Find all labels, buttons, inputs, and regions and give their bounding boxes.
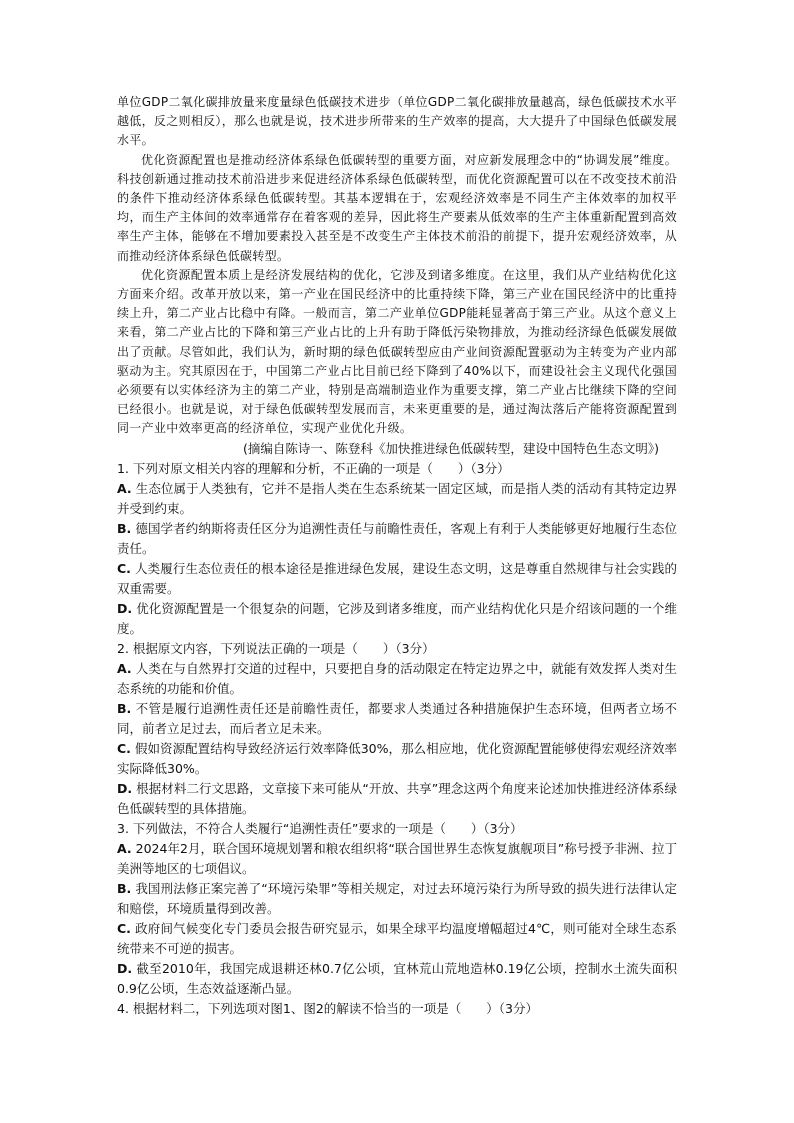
option-b[interactable]	[117, 879, 677, 919]
option-label: B.	[117, 700, 132, 716]
option-text: 人类在与自然界打交道的过程中，只要把自身的活动限定在特定边界之中，就能有效发挥人类对生态系统的功能和价值。	[117, 660, 677, 696]
option-label: C.	[117, 920, 131, 936]
option-text: 生态位属于人类独有，它并不是指人类在生态系统某一固定区域，而是指人类的活动有其特定边界并受到约束。	[117, 480, 677, 516]
option-text: 假如资源配置结构导致经济运行效率降低30%，那么相应地，优化资源配置能够使得宏观经济效率实际降低30%。	[117, 740, 677, 776]
option-label: A.	[117, 480, 132, 496]
option-label: B.	[117, 880, 132, 896]
option-text: 截至2010年，我国完成退耕还林0.7亿公顷，宜林荒山荒地造林0.19亿公顷，控制水土流失面积0.9亿公顷，生态效益逐渐凸显。	[117, 960, 677, 996]
option-label: D.	[117, 780, 133, 796]
option-c[interactable]	[117, 559, 677, 599]
option-label: C.	[117, 560, 131, 576]
question-3	[117, 819, 677, 999]
passage-paragraph-1: 单位GDP二氧化碳排放量来度量绿色低碳技术进步（单位GDP二氧化碳排放量越高，绿色低碳技术水平越低，反之则相反），那么也就是说，技术进步所带来的生产效率的提高，大大提升了中国绿色低碳发展水平。	[117, 95, 677, 148]
option-label: A.	[117, 660, 132, 676]
option-label: A.	[117, 840, 132, 856]
option-a[interactable]	[117, 839, 677, 879]
option-label: C.	[117, 740, 131, 756]
option-text: 德国学者约纳斯将责任区分为追溯性责任与前瞻性责任，客观上有利于人类能够更好地履行生态位责任。	[117, 520, 677, 556]
option-text: 不管是履行追溯性责任还是前瞻性责任，都要求人类通过各种措施保护生态环境，但两者立场不同，前者立足过去，而后者立足未来。	[117, 700, 677, 736]
option-d[interactable]	[117, 959, 677, 999]
option-text: 我国刑法修正案完善了“环境污染罪”等相关规定，对过去环境污染行为所导致的损失进行法律认定和赔偿，环境质量得到改善。	[117, 880, 677, 916]
passage-paragraph-2: 优化资源配置也是推动经济体系绿色低碳转型的重要方面，对应新发展理念中的“协调发展”维度。科技创新通过推动技术前沿进步来促进经济体系绿色低碳转型，而优化资源配置可以在不改变技术前沿的条件下推动经济体系绿色低碳转型。其基本逻辑在于，宏观经济效率是不同生产主体效率的加权平均，而生产主体间的效率通常存在着客观的差异，因此将生产要素从低效率的生产主体重新配置到高效率生产主体，能够在不增加要素投入甚至是不改变生产主体技术前沿的前提下，提升宏观经济效率，从而推动经济体系绿色低碳转型。	[117, 152, 677, 263]
question-stem: 4. 根据材料二，下列选项对图1、图2的解读不恰当的一项是（ ）（3分）	[117, 1000, 539, 1016]
question-2	[117, 639, 677, 819]
question-stem: 1. 下列对原文相关内容的理解和分析，不正确的一项是（ ）（3分）	[117, 460, 510, 476]
option-text: 人类履行生态位责任的根本途径是推进绿色发展，建设生态文明，这是尊重自然规律与社会实践的双重需要。	[117, 560, 677, 596]
option-a[interactable]	[117, 479, 677, 519]
option-label: B.	[117, 520, 132, 536]
option-d[interactable]	[117, 599, 677, 639]
option-text: 优化资源配置是一个很复杂的问题，它涉及到诸多维度，而产业结构优化只是介绍该问题的一个维度。	[117, 600, 677, 636]
option-text: 2024年2月，联合国环境规划署和粮农组织将“联合国世界生态恢复旗舰项目”称号授予非洲、拉丁美洲等地区的七项倡议。	[117, 840, 677, 876]
option-a[interactable]	[117, 659, 677, 699]
question-1	[117, 459, 677, 639]
option-text: 政府间气候变化专门委员会报告研究显示，如果全球平均温度增幅超过4℃，则可能对全球生态系统带来不可逆的损害。	[117, 920, 677, 956]
document-page	[117, 93, 677, 1019]
option-b[interactable]	[117, 519, 677, 559]
passage-source: (摘编自陈诗一、陈登科《加快推进绿色低碳转型，建设中国特色生态文明》)	[243, 440, 660, 456]
option-text: 根据材料二行文思路，文章接下来可能从“开放、共享”理念这两个角度来论述加快推进经济体系绿色低碳转型的具体措施。	[117, 780, 677, 816]
question-4	[117, 999, 677, 1019]
option-label: D.	[117, 600, 133, 616]
option-b[interactable]	[117, 699, 677, 739]
question-stem: 2. 根据原文内容，下列说法正确的一项是（ ）（3分）	[117, 640, 435, 656]
question-stem: 3. 下列做法，不符合人类履行“追溯性责任”要求的一项是（ ）（3分）	[117, 820, 523, 836]
passage-paragraph-3: 优化资源配置本质上是经济发展结构的优化，它涉及到诸多维度。在这里，我们从产业结构优化这方面来介绍。改革开放以来，第一产业在国民经济中的比重持续下降，第三产业在国民经济中的比重持续上升，第二产业占比稳中有降。一般而言，第二产业单位GDP能耗显著高于第三产业。从这个意义上来看，第二产业占比的下降和第三产业占比的上升有助于降低污染物排放，为推动经济绿色低碳发展做出了贡献。尽管如此，我们认为，新时期的绿色低碳转型应由产业间资源配置驱动为主转变为产业内部驱动为主。究其原因在于，中国第二产业占比目前已经下降到了40%以下，而建设社会主义现代化强国必须要有以实体经济为主的第二产业，特别是高端制造业作为重要支撑，第二产业占比继续下降的空间已经很小。也就是说，对于绿色低碳转型发展而言，未来更重要的是，通过淘汰落后产能将资源配置到同一产业中效率更高的经济单位，实现产业优化升级。	[117, 267, 677, 436]
option-d[interactable]	[117, 779, 677, 819]
option-c[interactable]	[117, 919, 677, 959]
option-label: D.	[117, 960, 133, 976]
option-c[interactable]	[117, 739, 677, 779]
